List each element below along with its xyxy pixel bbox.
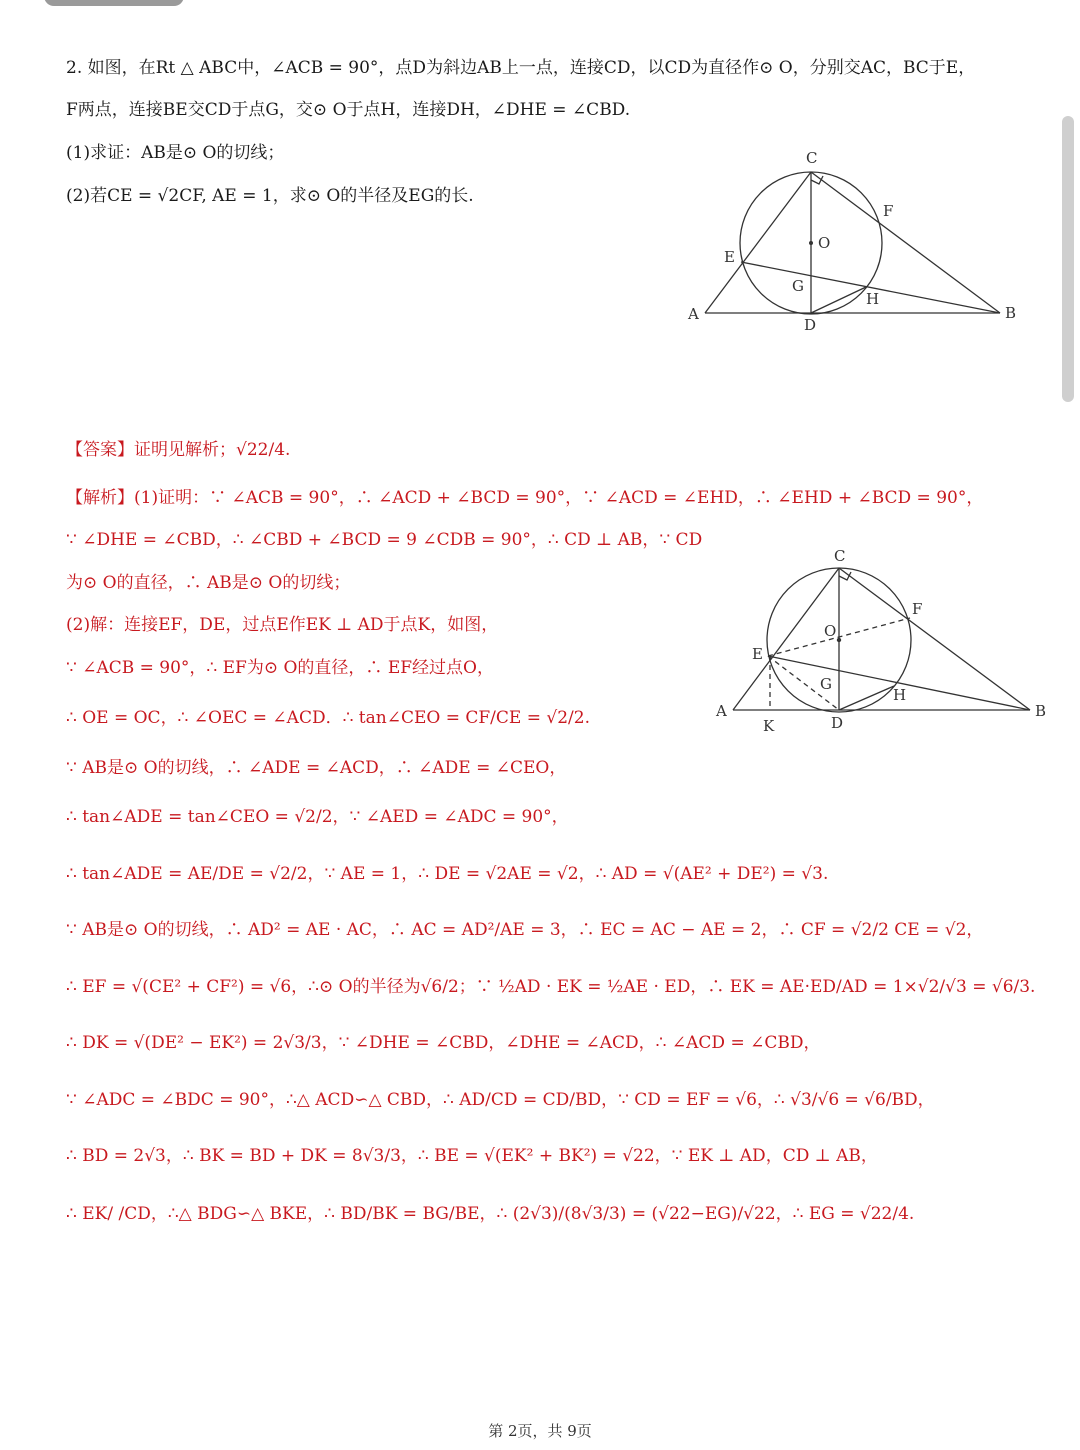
label-g: G <box>792 277 804 295</box>
label-h: H <box>866 290 880 308</box>
solution-line-8: ∴ tan∠ADE = tan∠CEO = √2/2，∵ ∠AED = ∠ADC = 90°， <box>66 807 569 827</box>
label-o: O <box>824 622 837 640</box>
solution-line-4: (2)解：连接EF，DE，过点E作EK ⊥ AD于点K，如图， <box>66 615 499 635</box>
solution-line-7: ∵ AB是⊙ O的切线，∴ ∠ADE = ∠ACD，∴ ∠ADE = ∠CEO， <box>66 758 567 778</box>
label-d: D <box>804 316 817 334</box>
solution-line-14: ∴ BD = 2√3，∴ BK = BD + DK = 8√3/3，∴ BE = √(EK² + BK²) = √22，∵ EK ⊥ AD，CD ⊥ AB， <box>66 1146 878 1166</box>
solution-line-10: ∵ AB是⊙ O的切线，∴ AD² = AE · AC，∴ AC = AD²/AE = 3，∴ EC = AC − AE = 2，∴ CF = √2/2 CE = √2， <box>66 920 984 940</box>
solution-line-5: ∵ ∠ACB = 90°，∴ EF为⊙ O的直径，∴ EF经过点O， <box>66 658 494 678</box>
solution-line-3: 为⊙ O的直径，∴ AB是⊙ O的切线； <box>66 573 351 593</box>
label-e: E <box>752 645 763 663</box>
geometry-figure-1 <box>680 145 1030 340</box>
label-g: G <box>820 675 832 693</box>
label-d: D <box>831 714 844 732</box>
solution-line-1: 【解析】(1)证明：∵ ∠ACB = 90°，∴ ∠ACD + ∠BCD = 90°，∵ ∠ACD = ∠EHD，∴ ∠EHD + ∠BCD = 90°， <box>66 488 984 508</box>
label-e: E <box>724 248 735 266</box>
solution-line-11: ∴ EF = √(CE² + CF²) = √6，∴⊙ O的半径为√6/2；∵ ½AD · EK = ½AE · ED，∴ EK = AE·ED/AD = 1×√2/√3 = √6/3. <box>66 977 1036 997</box>
label-k: K <box>763 717 775 735</box>
question-part-1: (1)求证：AB是⊙ O的切线； <box>66 143 285 163</box>
segment-cb <box>811 172 1000 313</box>
question-line-1: 2. 如图，在Rt △ ABC中，∠ACB = 90°，点D为斜边AB上一点，连接CD，以CD为直径作⊙ O，分别交AC，BC于E， <box>66 58 976 78</box>
page-footer: 第 2页，共 9页 <box>488 1422 592 1440</box>
scrollbar[interactable] <box>1062 116 1074 402</box>
solution-line-13: ∵ ∠ADC = ∠BDC = 90°，∴△ ACD∽△ CBD，∴ AD/CD = CD/BD，∵ CD = EF = √6，∴ √3/√6 = √6/BD， <box>66 1090 935 1110</box>
solution-line-9: ∴ tan∠ADE = AE/DE = √2/2，∵ AE = 1，∴ DE = √2AE = √2，∴ AD = √(AE² + DE²) = √3. <box>66 864 829 884</box>
label-b: B <box>1035 702 1047 720</box>
label-a: A <box>716 702 727 720</box>
geometry-figure-2 <box>712 542 1057 737</box>
label-b: B <box>1005 304 1017 322</box>
question-part-2: (2)若CE = √2CF, AE = 1，求⊙ O的半径及EG的长. <box>66 186 474 206</box>
label-o: O <box>818 234 831 252</box>
solution-line-12: ∴ DK = √(DE² − EK²) = 2√3/3，∵ ∠DHE = ∠CBD，∠DHE = ∠ACD，∴ ∠ACD = ∠CBD， <box>66 1033 821 1053</box>
solution-line-15: ∴ EK/ /CD，∴△ BDG∽△ BKE，∴ BD/BK = BG/BE，∴ (2√3)/(8√3/3) = (√22−EG)/√22，∴ EG = √22/4. <box>66 1204 915 1224</box>
answer-line: 【答案】证明见解析；√22/4. <box>66 440 291 460</box>
label-c: C <box>834 547 846 565</box>
solution-line-2: ∵ ∠DHE = ∠CBD，∴ ∠CBD + ∠BCD = 9 ∠CDB = 90°，∴ CD ⊥ AB，∵ CD <box>66 530 703 550</box>
label-h: H <box>893 686 907 704</box>
solution-line-6: ∴ OE = OC，∴ ∠OEC = ∠ACD．∴ tan∠CEO = CF/CE = √2/2. <box>66 708 590 728</box>
top-tab[interactable] <box>44 0 184 6</box>
segment-cb <box>839 568 1030 710</box>
question-line-2: F两点，连接BE交CD于点G，交⊙ O于点H，连接DH，∠DHE = ∠CBD. <box>66 100 631 120</box>
label-c: C <box>806 149 818 167</box>
label-a: A <box>688 305 699 323</box>
label-f: F <box>883 202 894 220</box>
label-f: F <box>912 600 923 618</box>
